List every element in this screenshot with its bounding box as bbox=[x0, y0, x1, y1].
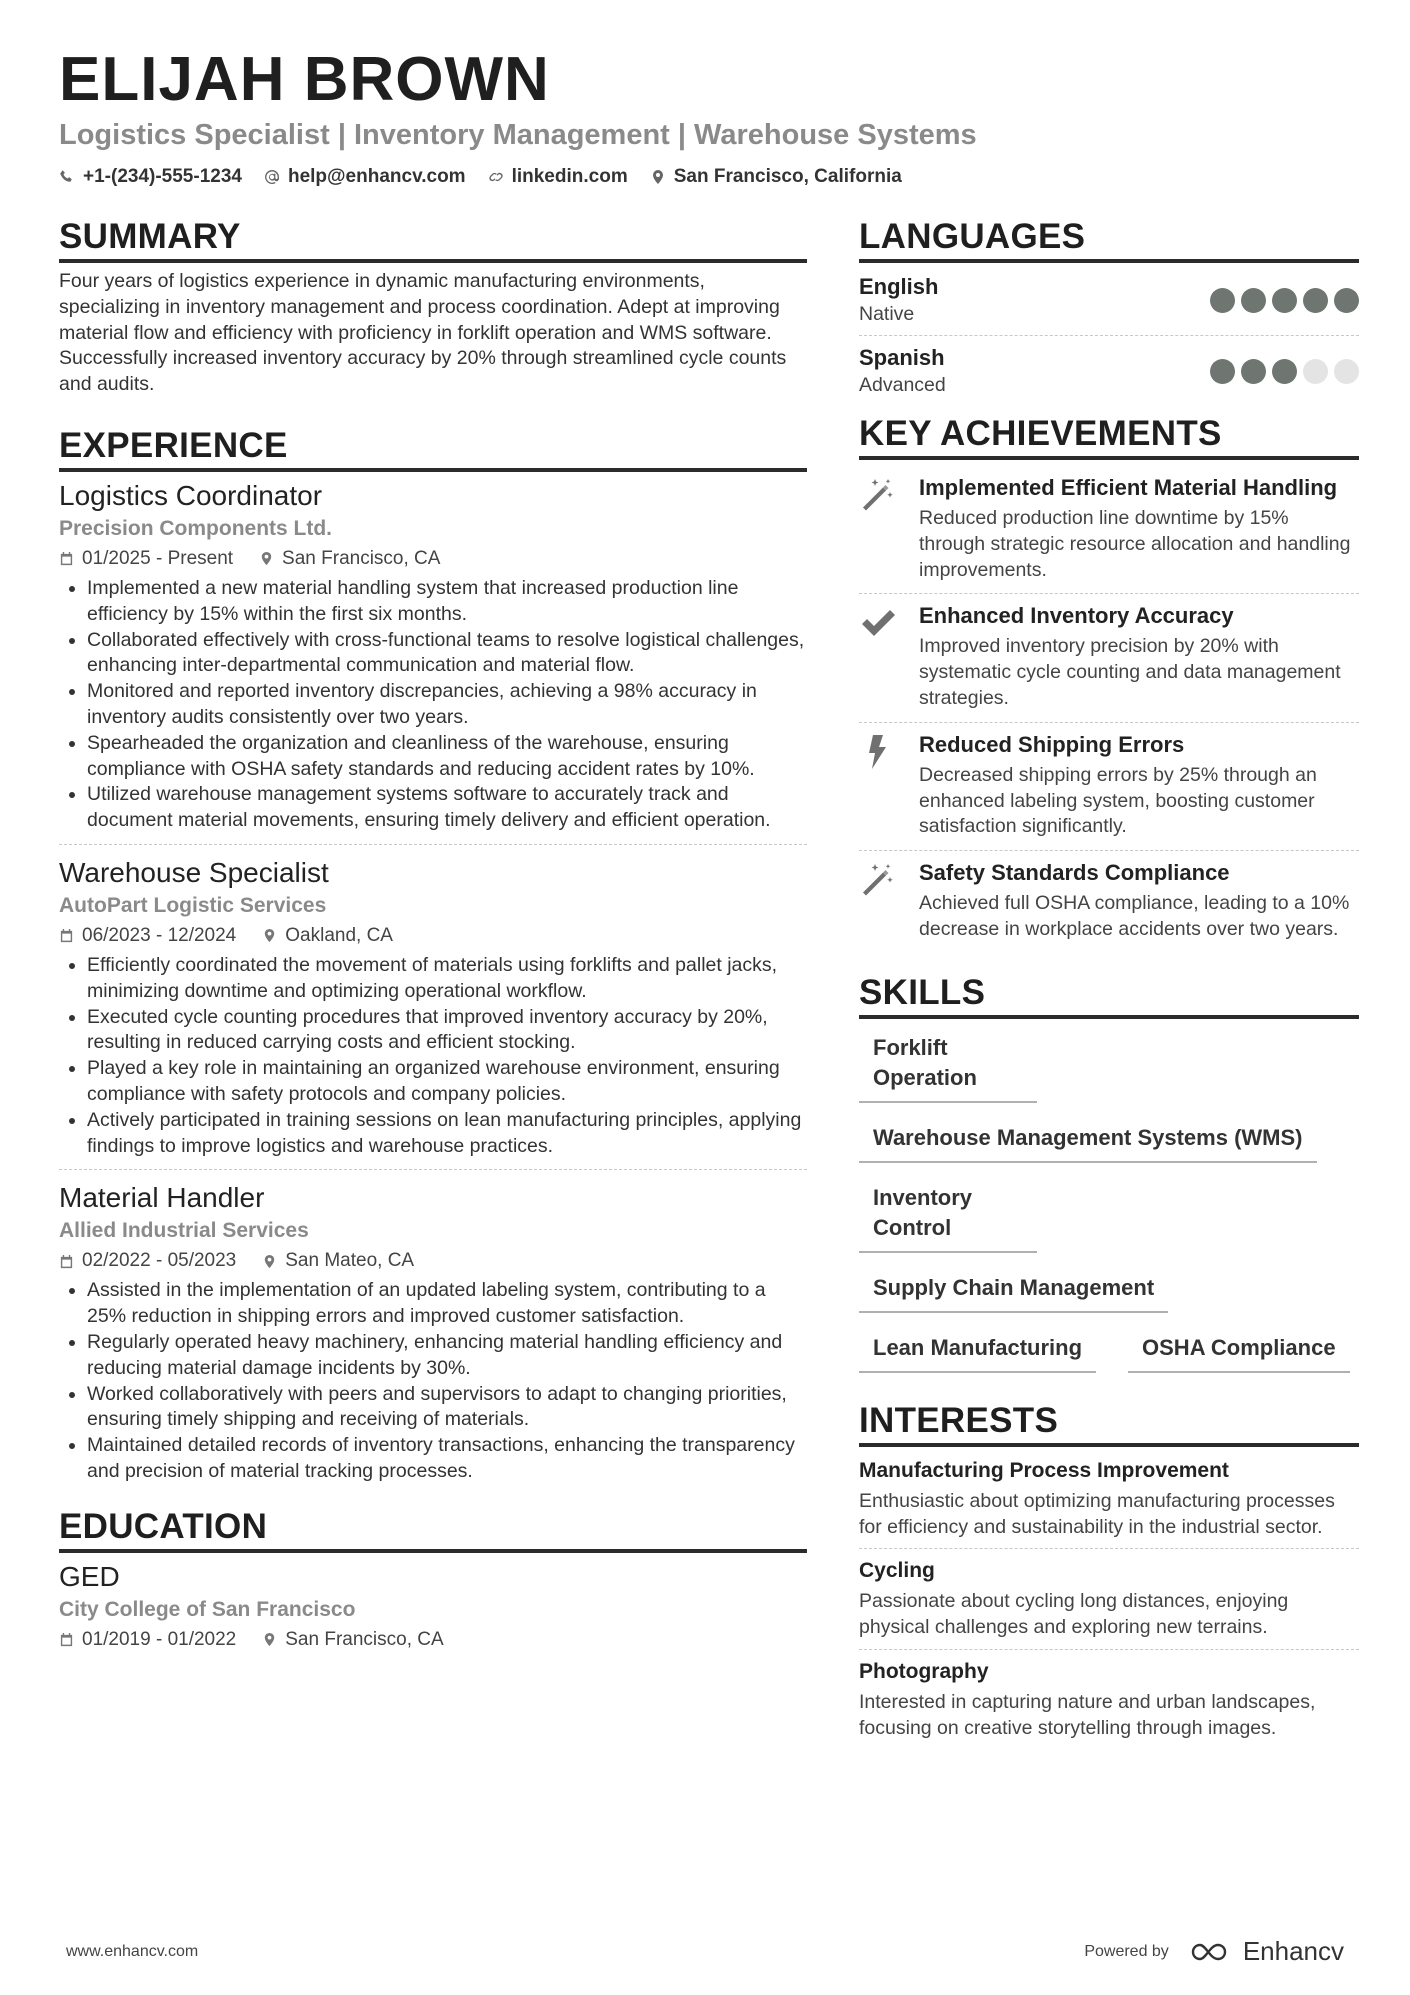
job-bullets bbox=[59, 576, 807, 834]
achievement-icon-wrap bbox=[859, 602, 901, 711]
interests-section bbox=[859, 1399, 1359, 1750]
achievement-icon-wrap bbox=[859, 859, 901, 943]
contact-email[interactable] bbox=[264, 166, 466, 188]
language-item bbox=[859, 335, 1359, 406]
languages-heading: LANGUAGES bbox=[859, 215, 1359, 263]
interest-item bbox=[859, 1453, 1359, 1549]
job-bullet: • Worked collaboratively with peers and supervisors to adapt to changing priorities, ensuring timely shipping and receiving of materials. bbox=[87, 1382, 807, 1434]
education-school: City College of San Francisco bbox=[59, 1597, 356, 1621]
location-text: San Francisco, California bbox=[673, 166, 902, 187]
skills-heading: SKILLS bbox=[859, 971, 1359, 1019]
interest-desc: Interested in capturing nature and urban landscapes, focusing on creative storytelling through images. bbox=[859, 1690, 1316, 1739]
job-entry bbox=[59, 844, 807, 1169]
achievement-desc: Improved inventory precision by 20% with systematic cycle counting and data management strategies. bbox=[919, 635, 1341, 709]
education-dates bbox=[59, 1625, 236, 1655]
job-bullet: • Efficiently coordinated the movement of materials using forklifts and pallet jacks, minimizing downtime and optimizing operational workflow. bbox=[87, 953, 807, 1005]
language-name: English bbox=[859, 274, 939, 299]
footer-brand bbox=[1084, 1936, 1344, 1967]
interest-desc: Enthusiastic about optimizing manufacturing processes for efficiency and sustainability in the industrial sector. bbox=[859, 1489, 1335, 1538]
achievement-title: Implemented Efficient Material Handling bbox=[919, 475, 1338, 500]
calendar-icon bbox=[59, 1254, 74, 1269]
rating-dot-filled bbox=[1334, 288, 1359, 313]
job-bullet: • Monitored and reported inventory discrepancies, achieving a 98% accuracy in inventory audits consistently over two years. bbox=[87, 679, 807, 731]
resume-header bbox=[59, 44, 1359, 188]
calendar-icon bbox=[59, 551, 74, 566]
skill-tag: Inventory Control bbox=[859, 1183, 1037, 1253]
linkedin-text: linkedin.com bbox=[511, 166, 628, 187]
skill-tag: Supply Chain Management bbox=[859, 1273, 1168, 1313]
education-location-text: San Francisco, CA bbox=[285, 1628, 444, 1650]
footer-website[interactable]: www.enhancv.com bbox=[66, 1942, 199, 1960]
achievement-title: Safety Standards Compliance bbox=[919, 860, 1230, 886]
powered-by-text: Powered by bbox=[1084, 1942, 1169, 1960]
summary-text: Four years of logistics experience in dynamic manufacturing environments, specializing in inventory management and process coordination. Adept at improving material flow and efficiency with proficiency in forklift operation and WMS software. Successfully increased inventory accuracy by 20% through streamlined cycle counts and audits. bbox=[59, 270, 787, 396]
job-location-text: Oakland, CA bbox=[285, 924, 393, 946]
job-bullet: • Spearheaded the organization and cleanliness of the warehouse, ensuring compliance with OSHA safety standards and reducing accident rates by 10%. bbox=[87, 731, 807, 783]
calendar-icon bbox=[59, 928, 74, 943]
interests-heading: INTERESTS bbox=[859, 1399, 1359, 1447]
job-role: Logistics Coordinator bbox=[59, 479, 323, 511]
phone-text: +1-(234)-555-1234 bbox=[83, 166, 242, 187]
job-bullet: • Maintained detailed records of inventory transactions, enhancing the transparency and precision of material tracking processes. bbox=[87, 1433, 807, 1485]
rating-dot-filled bbox=[1303, 288, 1328, 313]
achievement-item bbox=[859, 593, 1359, 721]
education-heading: EDUCATION bbox=[59, 1505, 807, 1553]
education-dates-text: 01/2019 - 01/2022 bbox=[82, 1628, 237, 1650]
interest-title: Cycling bbox=[859, 1559, 935, 1583]
job-bullets bbox=[59, 1278, 807, 1484]
email-text: help@enhancv.com bbox=[287, 166, 466, 187]
job-location-text: San Mateo, CA bbox=[285, 1250, 415, 1272]
interest-item bbox=[859, 1548, 1359, 1649]
phone-icon bbox=[59, 169, 75, 185]
lightning-bolt-icon bbox=[859, 733, 897, 771]
languages-section bbox=[859, 215, 1359, 406]
rating-dot-filled bbox=[1272, 359, 1297, 384]
calendar-icon bbox=[59, 1632, 74, 1647]
job-dates bbox=[59, 544, 233, 574]
achievement-item bbox=[859, 722, 1359, 850]
language-rating bbox=[1210, 288, 1359, 313]
location-pin-icon bbox=[650, 169, 666, 185]
contact-location bbox=[650, 166, 902, 188]
job-bullet: • Utilized warehouse management systems software to accurately track and document material movements, ensuring timely delivery and efficient operation. bbox=[87, 782, 807, 834]
at-sign-icon bbox=[264, 169, 280, 185]
experience-section bbox=[59, 424, 807, 1495]
job-location-text: San Francisco, CA bbox=[282, 547, 441, 569]
link-icon bbox=[488, 169, 504, 185]
achievement-title: Reduced Shipping Errors bbox=[919, 731, 1185, 757]
checkmark-icon bbox=[859, 604, 897, 642]
magic-wand-icon bbox=[859, 861, 897, 899]
job-dates-text: 06/2023 - 12/2024 bbox=[82, 924, 237, 946]
rating-dot-filled bbox=[1210, 288, 1235, 313]
page-footer bbox=[66, 1936, 1344, 1967]
education-location bbox=[262, 1625, 443, 1655]
location-pin-icon bbox=[259, 551, 274, 566]
achievement-desc: Reduced production line downtime by 15% through strategic resource allocation and handling improvements. bbox=[919, 507, 1351, 581]
magic-wand-icon bbox=[859, 476, 897, 514]
enhancv-logo[interactable] bbox=[1189, 1936, 1344, 1967]
education-degree: GED bbox=[59, 1560, 120, 1592]
achievement-item bbox=[859, 466, 1359, 593]
job-bullet: • Implemented a new material handling system that increased production line efficiency by 15% within the first six months. bbox=[87, 576, 807, 628]
rating-dot-filled bbox=[1241, 359, 1266, 384]
achievement-icon-wrap bbox=[859, 474, 901, 583]
left-column bbox=[59, 215, 807, 1655]
right-column bbox=[859, 215, 1359, 1750]
summary-section bbox=[59, 215, 807, 398]
contact-linkedin[interactable] bbox=[488, 166, 628, 188]
rating-dot-filled bbox=[1210, 359, 1235, 384]
language-name: Spanish bbox=[859, 345, 945, 370]
summary-heading: SUMMARY bbox=[59, 215, 807, 263]
interest-title: Photography bbox=[859, 1659, 989, 1683]
interest-item bbox=[859, 1649, 1359, 1750]
rating-dot-empty bbox=[1334, 359, 1359, 384]
job-dates-text: 01/2025 - Present bbox=[82, 547, 234, 569]
language-item bbox=[859, 269, 1359, 335]
language-rating bbox=[1210, 359, 1359, 384]
job-location bbox=[262, 921, 393, 951]
skill-tag: Lean Manufacturing bbox=[859, 1333, 1096, 1373]
location-pin-icon bbox=[262, 1632, 277, 1647]
location-pin-icon bbox=[262, 928, 277, 943]
location-pin-icon bbox=[262, 1254, 277, 1269]
skills-section bbox=[859, 971, 1359, 1373]
rating-dot-filled bbox=[1241, 288, 1266, 313]
education-section bbox=[59, 1505, 807, 1655]
job-company: AutoPart Logistic Services bbox=[59, 893, 327, 917]
job-bullet: • Executed cycle counting procedures that improved inventory accuracy by 20%, resulting in reduced carrying costs and efficient stocking. bbox=[87, 1005, 807, 1057]
skill-tag: OSHA Compliance bbox=[1128, 1333, 1350, 1373]
language-level: Native bbox=[859, 303, 915, 325]
skill-tag: Warehouse Management Systems (WMS) bbox=[859, 1123, 1317, 1163]
interest-desc: Passionate about cycling long distances, enjoying physical challenges and exploring new terrains. bbox=[859, 1590, 1289, 1639]
education-meta bbox=[59, 1625, 807, 1655]
job-company: Precision Components Ltd. bbox=[59, 516, 333, 540]
contact-phone[interactable] bbox=[59, 166, 242, 188]
job-meta bbox=[59, 544, 807, 574]
job-location bbox=[262, 1246, 414, 1276]
job-dates-text: 02/2022 - 05/2023 bbox=[82, 1250, 237, 1272]
achievement-item bbox=[859, 850, 1359, 953]
job-bullet: • Actively participated in training sessions on lean manufacturing principles, applying findings to improve logistics and warehouse practices. bbox=[87, 1108, 807, 1160]
interest-title: Manufacturing Process Improvement bbox=[859, 1458, 1229, 1482]
job-dates bbox=[59, 1246, 236, 1276]
skill-tag: Forklift Operation bbox=[859, 1033, 1037, 1103]
achievements-section bbox=[859, 412, 1359, 953]
job-role: Material Handler bbox=[59, 1182, 265, 1214]
job-bullets bbox=[59, 953, 807, 1159]
job-bullet: • Played a key role in maintaining an organized warehouse environment, ensuring compliance with safety protocols and company policies. bbox=[87, 1056, 807, 1108]
job-meta bbox=[59, 1246, 807, 1276]
job-meta bbox=[59, 921, 807, 951]
candidate-title: Logistics Specialist | Inventory Management | Warehouse Systems bbox=[59, 119, 977, 151]
achievements-heading: KEY ACHIEVEMENTS bbox=[859, 412, 1359, 460]
language-level: Advanced bbox=[859, 374, 946, 396]
job-entry bbox=[59, 478, 807, 844]
job-bullet: • Assisted in the implementation of an updated labeling system, contributing to a 25% reduction in shipping errors and improved customer satisfaction. bbox=[87, 1278, 807, 1330]
achievement-desc: Achieved full OSHA compliance, leading to a 10% decrease in workplace accidents over two years. bbox=[919, 892, 1350, 940]
job-bullet: • Regularly operated heavy machinery, enhancing material handling efficiency and reducing material damage incidents by 30%. bbox=[87, 1330, 807, 1382]
job-dates bbox=[59, 921, 236, 951]
enhancv-logo-icon bbox=[1189, 1941, 1233, 1963]
achievement-title: Enhanced Inventory Accuracy bbox=[919, 603, 1234, 629]
job-location bbox=[259, 544, 440, 574]
contact-bar bbox=[59, 166, 1359, 188]
rating-dot-filled bbox=[1272, 288, 1297, 313]
job-bullet: • Collaborated effectively with cross-functional teams to resolve logistical challenges, enhancing inter-departmental communication and material flow. bbox=[87, 628, 807, 680]
candidate-name: ELIJAH BROWN bbox=[59, 45, 550, 114]
achievement-desc: Decreased shipping errors by 25% through an enhanced labeling system, boosting customer satisfaction significantly. bbox=[919, 763, 1317, 838]
rating-dot-empty bbox=[1303, 359, 1328, 384]
experience-heading: EXPERIENCE bbox=[59, 424, 807, 472]
skills-list bbox=[859, 1025, 1359, 1373]
job-role: Warehouse Specialist bbox=[59, 856, 329, 888]
job-entry bbox=[59, 1169, 807, 1494]
brand-name: Enhancv bbox=[1242, 1936, 1344, 1966]
job-company: Allied Industrial Services bbox=[59, 1219, 309, 1243]
achievement-icon-wrap bbox=[859, 731, 901, 840]
